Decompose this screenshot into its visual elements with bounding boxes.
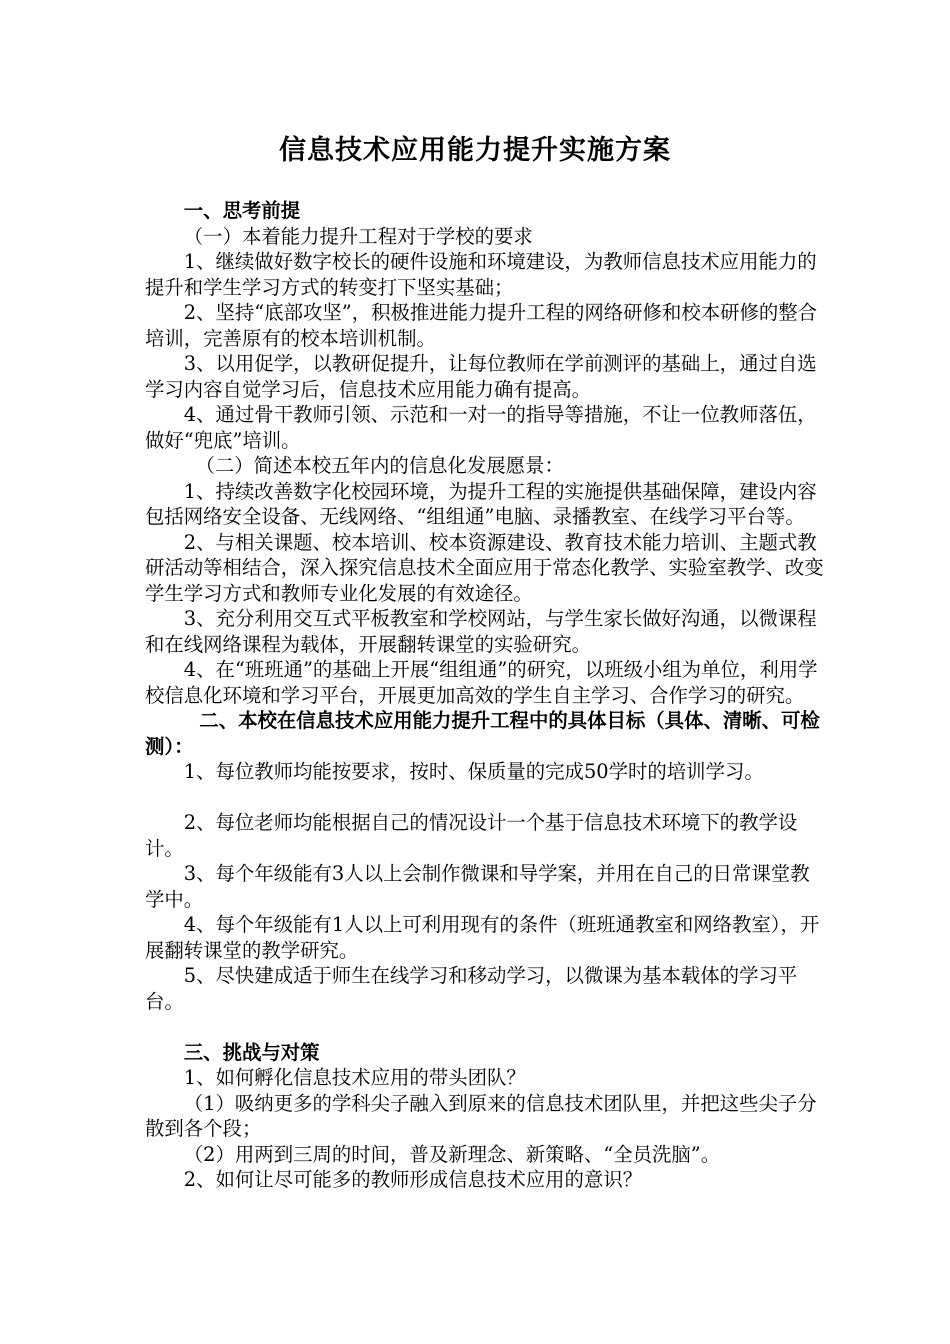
paragraph: 1、继续做好数字校长的硬件设施和环境建设，为教师信息技术应用能力的提升和学生学习方式的转变打下坚实基础；: [145, 250, 817, 299]
paragraph: 1、持续改善数字化校园环境，为提升工程的实施提供基础保障，建设内容包括网络安全设备、无线网络、“组组通”电脑、录播教室、在线学习平台等。: [145, 479, 817, 528]
paragraph: 3、以用促学，以教研促提升，让每位教师在学前测评的基础上，通过自选学习内容自觉学习后，信息技术应用能力确有提高。: [145, 352, 817, 401]
paragraph: 3、每个年级能有3人以上会制作微课和导学案，并用在自己的日常课堂教学中。: [145, 862, 810, 911]
document-body: [145, 198, 825, 1193]
section-heading: 二、本校在信息技术应用能力提升工程中的具体目标（具体、清晰、可检测）：: [145, 709, 820, 758]
paragraph: 4、通过骨干教师引领、示范和一对一的指导等措施，不让一位教师落伍，做好“兜底”培训。: [145, 403, 817, 452]
paragraph: 5、尽快建成适于师生在线学习和移动学习，以微课为基本载体的学习平台。: [145, 964, 798, 1013]
document-title: 信息技术应用能力提升实施方案: [279, 135, 671, 166]
paragraph: 3、充分利用交互式平板教室和学校网站，与学生家长做好沟通，以微课程和在线网络课程为载体，开展翻转课堂的实验研究。: [145, 607, 817, 656]
subsection-heading: （一）本着能力提升工程对于学校的要求: [183, 224, 533, 248]
blank-line: [145, 785, 825, 811]
blank-line: [145, 1014, 825, 1040]
paragraph: 2、如何让尽可能多的教师形成信息技术应用的意识？: [183, 1168, 643, 1191]
paragraph: 2、与相关课题、校本培训、校本资源建设、教育技术能力培训、主题式教研活动等相结合，深入探究信息技术全面应用于常态化教学、实验室教学、改变学生学习方式和教师专业化发展的有效途径。: [145, 530, 824, 605]
paragraph: （1）吸纳更多的学科尖子融入到原来的信息技术团队里，并把这些尖子分散到各个段；: [145, 1091, 817, 1140]
paragraph: 1、如何孵化信息技术应用的带头团队？: [183, 1066, 526, 1089]
section-heading: 三、挑战与对策: [183, 1040, 320, 1064]
section-heading: 一、思考前提: [183, 199, 301, 222]
paragraph: 1、每位教师均能按要求，按时、保质量的完成50学时的培训学习。: [183, 760, 764, 783]
paragraph: （2）用两到三周的时间，普及新理念、新策略、“全员洗脑”。: [183, 1142, 721, 1166]
paragraph: 2、坚持“底部攻坚”，积极推进能力提升工程的网络研修和校本研修的整合培训，完善原有的校本培训机制。: [145, 301, 818, 350]
paragraph: 2、每位老师均能根据自己的情况设计一个基于信息技术环境下的教学设计。: [145, 811, 798, 860]
subsection-heading: （二）简述本校五年内的信息化发展愿景：: [195, 454, 564, 477]
paragraph: 4、每个年级能有1人以上可利用现有的条件（班班通教室和网络教室），开展翻转课堂的教学研究。: [145, 913, 820, 962]
paragraph: 4、在“班班通”的基础上开展“组组通”的研究，以班级小组为单位，利用学校信息化环境和学习平台，开展更加高效的学生自主学习、合作学习的研究。: [145, 658, 818, 707]
